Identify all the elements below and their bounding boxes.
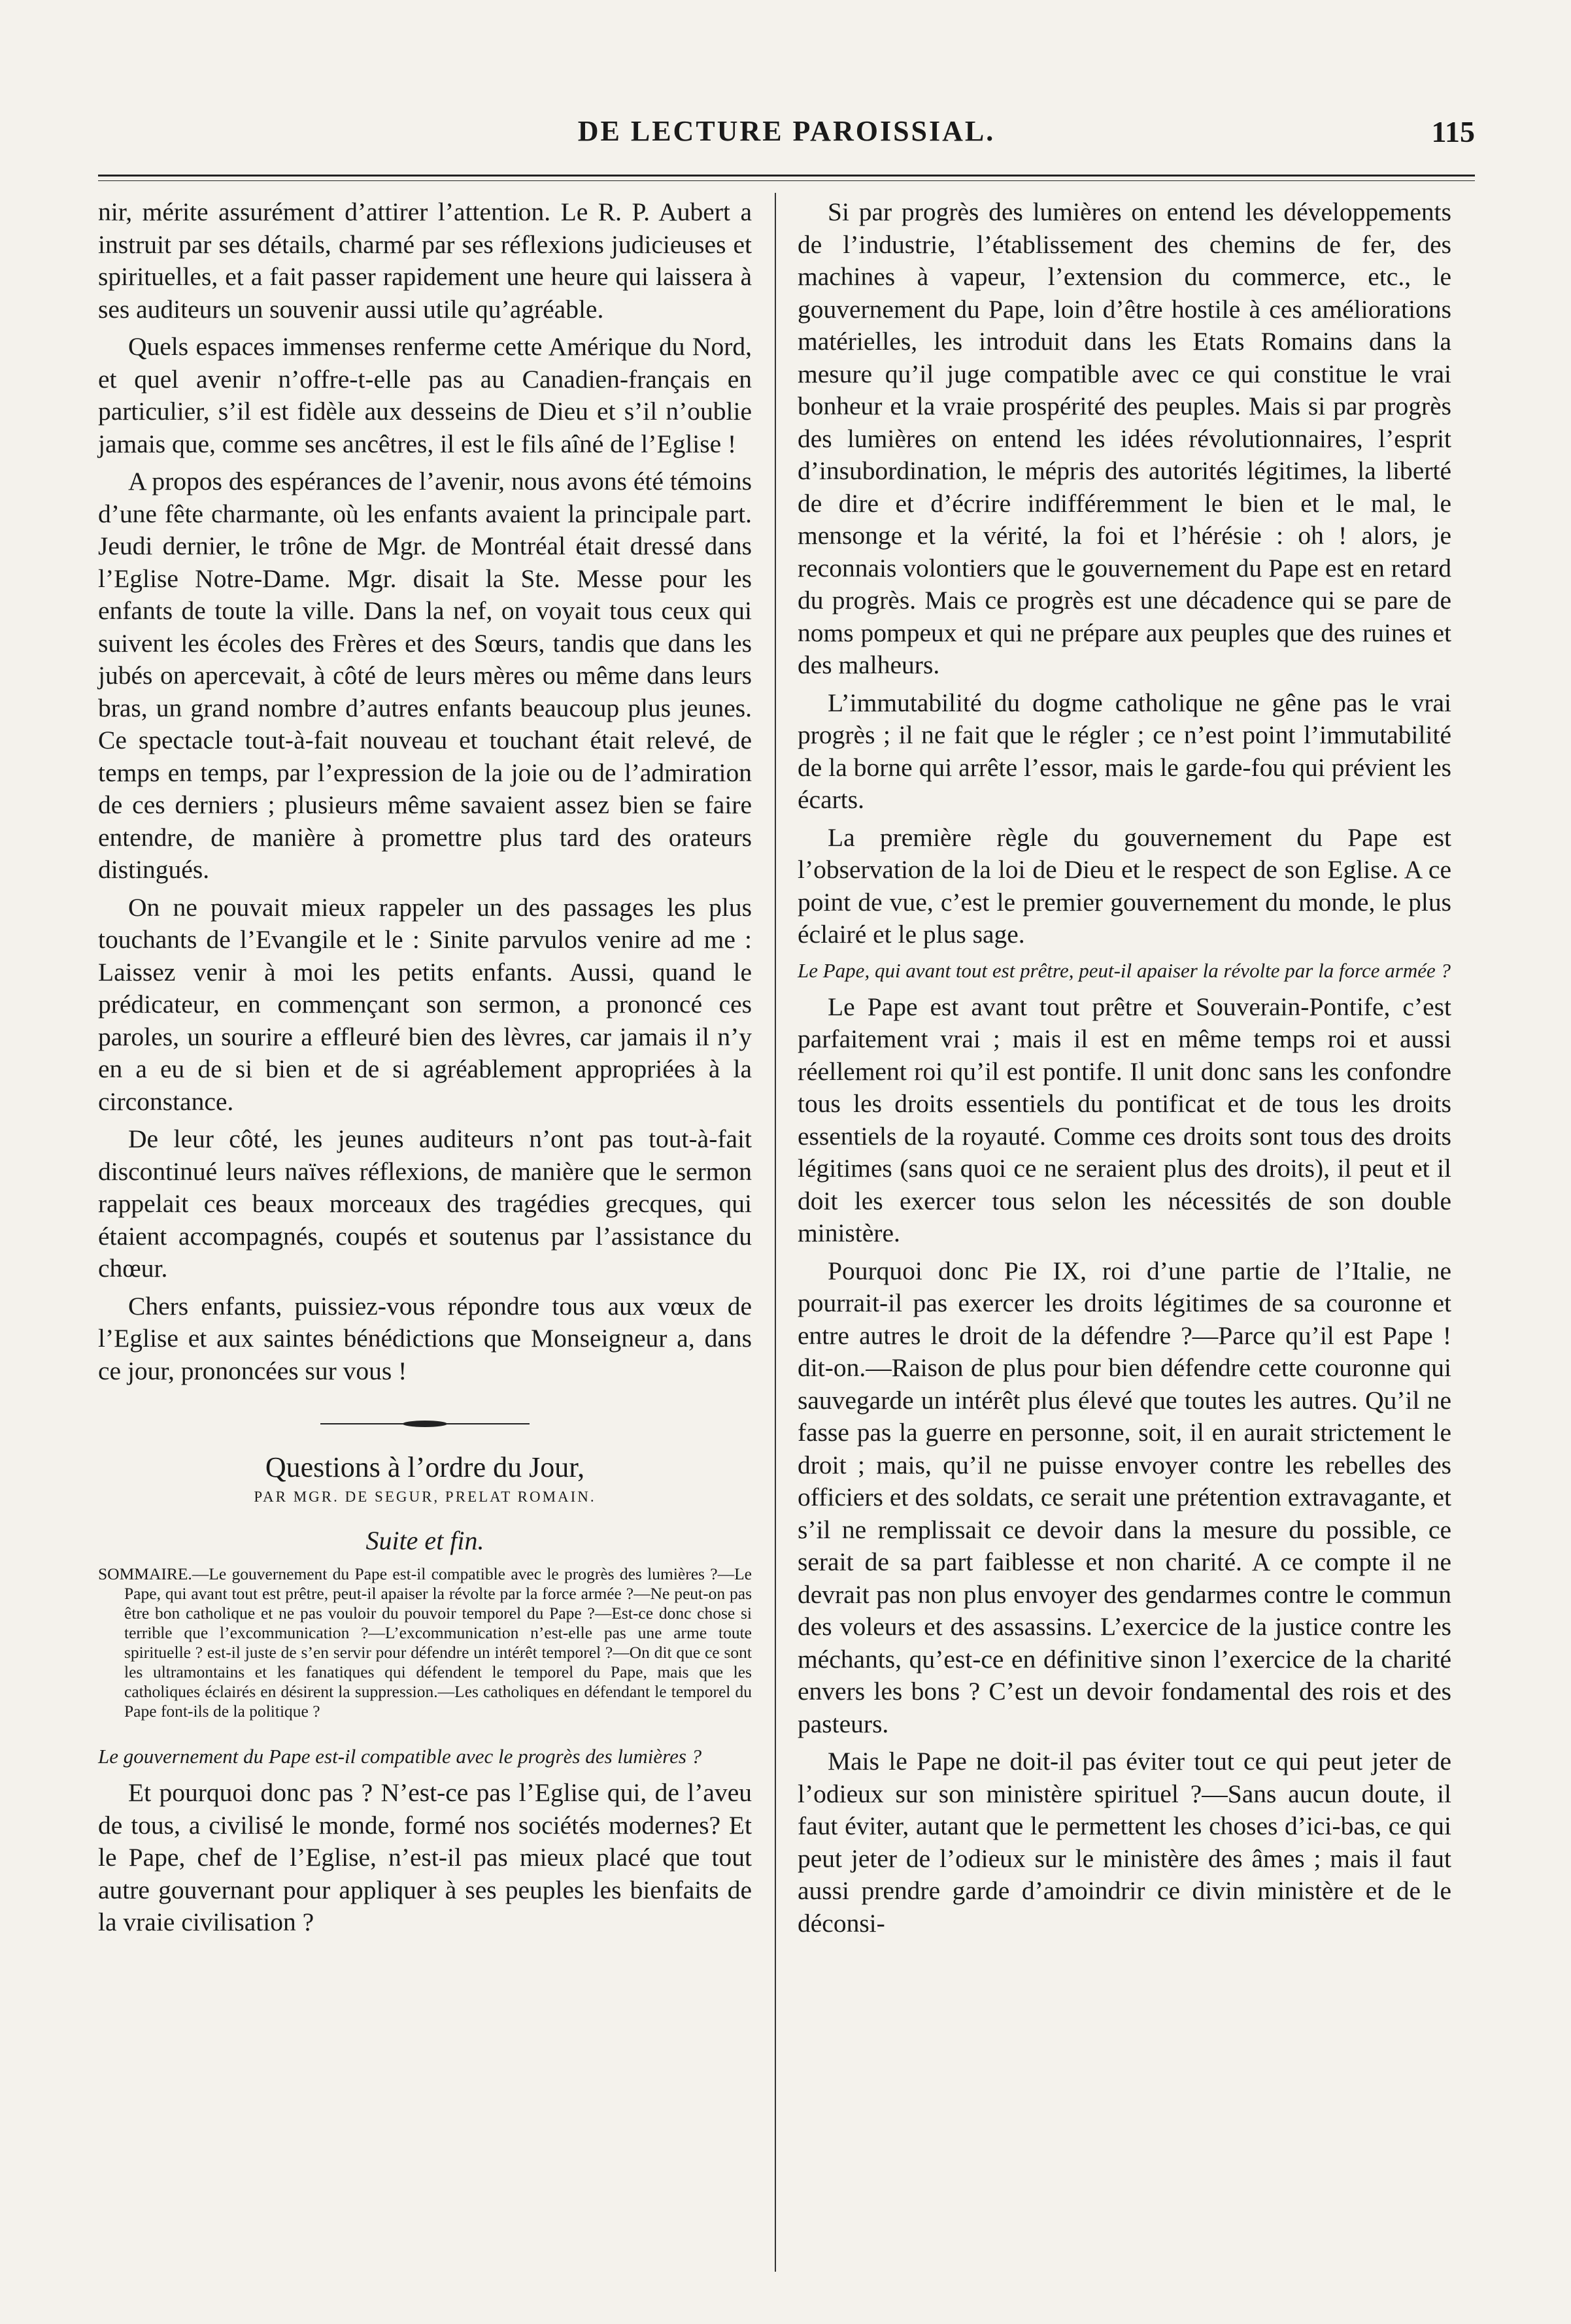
paragraph: Chers enfants, puissiez-vous répondre tous aux vœux de l’Eglise et aux saintes bénédictions que Monseigneur a, dans ce jour, prononcées sur vous !	[98, 1291, 752, 1385]
running-head	[98, 114, 1475, 161]
paragraph: Pourquoi donc Pie IX, roi d’une partie de l’Italie, ne pourrait-il pas exercer les droits légitimes de sa couronne et entre autres le droit de la défendre ?—Parce qu’il est Pape ! dit-on.—Raison de plus pour bien défendre cette couronne qui sauvegarde un intérêt plus élevé que toutes les autres. Qu’il ne fasse pas la guerre en personne, soit, il en aurait strictement le droit ; mais, qu’il ne puisse envoyer contre les rebelles des officiers et des soldats, ce serait une prétention extravagante, et s’il ne remplissait ce devoir dans la mesure du possible, ce serait de sa part faiblesse et non charité. A ce compte il ne devrait pas non plus envoyer des gendarmes contre le commun des voleurs et des assassins. L’exercice de la justice contre les méchants, qu’est-ce en définitive sinon l’exercice de la charité envers les bons ? C’est un devoir fondamental des rois et des pasteurs.	[798, 1256, 1451, 1738]
paragraph: On ne pouvait mieux rappeler un des passages les plus touchants de l’Evangile et le : Sinite parvulos venire ad me : Laissez venir à moi les petits enfants. Aussi, quand le prédicateur, en commençant son sermon, a prononcé ces paroles, un sourire a effleuré bien des lèvres, car jamais il n’y en a eu de si bien et de si agréablement appropriées à la circonstance.	[98, 892, 752, 1116]
section-suite: Suite et fin.	[365, 1525, 484, 1555]
running-title: DE LECTURE PAROISSIAL.	[577, 115, 996, 147]
paragraph: De leur côté, les jeunes auditeurs n’ont pas tout-à-fait discontinué leurs naïves réflexions, de manière que le sermon rappelait ces beaux morceaux des tragédies grecques, qui étaient accompagnés, coupés et soutenus par l’assistance du chœur.	[98, 1124, 752, 1283]
paragraph: Mais le Pape ne doit-il pas éviter tout ce qui peut jeter de l’odieux sur son ministère spirituel ?—Sans aucun doute, il faut éviter, autant que le permettent les choses d’ici-bas, ce qui peut jeter de l’odieux sur le ministère des âmes ; mais il faut aussi prendre garde d’amoindrir ce divin ministère et de le déconsi-	[798, 1747, 1451, 1938]
question-heading: Le gouvernement du Pape est-il compatible avec le progrès des lumières ?	[98, 1745, 702, 1768]
left-column	[98, 196, 752, 1944]
book-page	[98, 114, 1475, 2291]
paragraph: nir, mérite assurément d’attirer l’attention. Le R. P. Aubert a instruit par ses détails, charmé par ses réflexions judicieuses et spirituelles, et a fait passer rapidement une heure qui laissera à ses auditeurs un souvenir aussi utile qu’agréable.	[98, 197, 752, 324]
question-heading: Le Pape, qui avant tout est prêtre, peut-il apaiser la révolte par la force armée ?	[798, 958, 1451, 982]
paragraph: Et pourquoi donc pas ? N’est-ce pas l’Eglise qui, de l’aveu de tous, a civilisé le monde, formé nos sociétés modernes? Et le Pape, chef de l’Eglise, n’est-il pas mieux placé que tout autre gouvernant pour appliquer à ses peuples les bienfaits de la vraie civilisation ?	[98, 1778, 752, 1936]
header-rule-thin	[98, 180, 1475, 181]
paragraph: La première règle du gouvernement du Pape est l’observation de la loi de Dieu et le respect de son Eglise. A ce point de vue, c’est le premier gouvernement du monde, le plus éclairé et le plus sage.	[798, 822, 1451, 949]
section-ornament	[98, 1404, 752, 1437]
paragraph: L’immutabilité du dogme catholique ne gêne pas le vrai progrès ; il ne fait que le régler ; ce n’est point l’immutabilité de la borne qui arrête l’essor, mais le garde-fou qui prévient les écarts.	[798, 688, 1451, 814]
header-rule	[98, 175, 1475, 177]
paragraph: Si par progrès des lumières on entend les développements de l’industrie, l’établissement des chemins de fer, des machines à vapeur, l’extension du commerce, etc., le gouvernement du Pape, loin d’être hostile à ces améliorations matérielles, les introduit dans les Etats Romains dans la mesure qu’il juge compatible avec ce qui constitue le vrai bonheur et la vraie prospérité des peuples. Mais si par progrès des lumières on entend les idées révolutionnaires, l’esprit d’insubordination, le mépris des autorités légitimes, la liberté de dire et d’écrire indifféremment le bien et le mal, le mensonge et la vérité, la foi et l’hérésie : oh ! alors, je reconnais volontiers que le gouvernement du Pape est en retard du progrès. Mais ce progrès est une décadence qui se pare de noms pompeux et qui ne prépare aux peuples que des ruines et des malheurs.	[798, 197, 1451, 679]
right-column	[798, 196, 1451, 1945]
page-number: 115	[1431, 115, 1475, 148]
paragraph: Quels espaces immenses renferme cette Amérique du Nord, et quel avenir n’offre-t-elle pas au Canadien-français en particulier, s’il est fidèle aux desseins de Dieu et s’il n’oublie jamais que, comme ses ancêtres, il est le fils aîné de l’Eglise !	[98, 332, 752, 458]
section-title: Questions à l’ordre du Jour,	[265, 1451, 585, 1483]
column-divider	[775, 193, 776, 2272]
ornament-rule-icon	[320, 1419, 530, 1428]
summary-block: SOMMAIRE.—Le gouvernement du Pape est-il compatible avec le progrès des lumières ?—Le Pape, qui avant tout est prêtre, peut-il apaiser la révolte par la force armée ?—Ne peut-on pas être bon catholique et ne pas vouloir du pouvoir temporel du Pape ?—Est-ce donc chose si terrible que l’excommunication ?—L’excommunication n’est-elle pas une arme toute spirituelle ? est-il juste de s’en servir pour défendre un intérêt temporel ?—On dit que ce sont les ultramontains et les fanatiques qui défendent le temporel du Pape, mais que les catholiques éclairés en désirent la suppression.—Les catholiques en défendant le temporel du Pape font-ils de la politique ?	[98, 1564, 752, 1721]
section-byline: PAR MGR. DE SEGUR, PRELAT ROMAIN.	[254, 1488, 596, 1505]
paragraph: A propos des espérances de l’avenir, nous avons été témoins d’une fête charmante, où les enfants avaient la principale part. Jeudi dernier, le trône de Mgr. de Montréal était dressé dans l’Eglise Notre-Dame. Mgr. disait la Ste. Messe pour les enfants de toute la ville. Dans la nef, on voyait tous ceux qui suivent les écoles des Frères et des Sœurs, tandis que dans les jubés on apercevait, à côté de leurs mères ou même dans leurs bras, un grand nombre d’autres enfants beaucoup plus jeunes. Ce spectacle tout-à-fait nouveau et touchant était relevé, de temps en temps, par l’expression de la joie ou de l’admiration de ces derniers ; plusieurs même savaient assez bien se faire entendre, de manière à promettre plus tard des orateurs distingués.	[98, 467, 752, 884]
paragraph: Le Pape est avant tout prêtre et Souverain-Pontife, c’est parfaitement vrai ; mais il est en même temps roi et aussi réellement roi qu’il est pontife. Il unit donc sans les confondre tous les droits essentiels du pontificat et de tous les droits essentiels de la royauté. Comme ces droits sont tous des droits légitimes (sans quoi ce ne seraient plus des droits), il peut et il doit les exercer tous selon les nécessités de son double ministère.	[798, 992, 1451, 1247]
